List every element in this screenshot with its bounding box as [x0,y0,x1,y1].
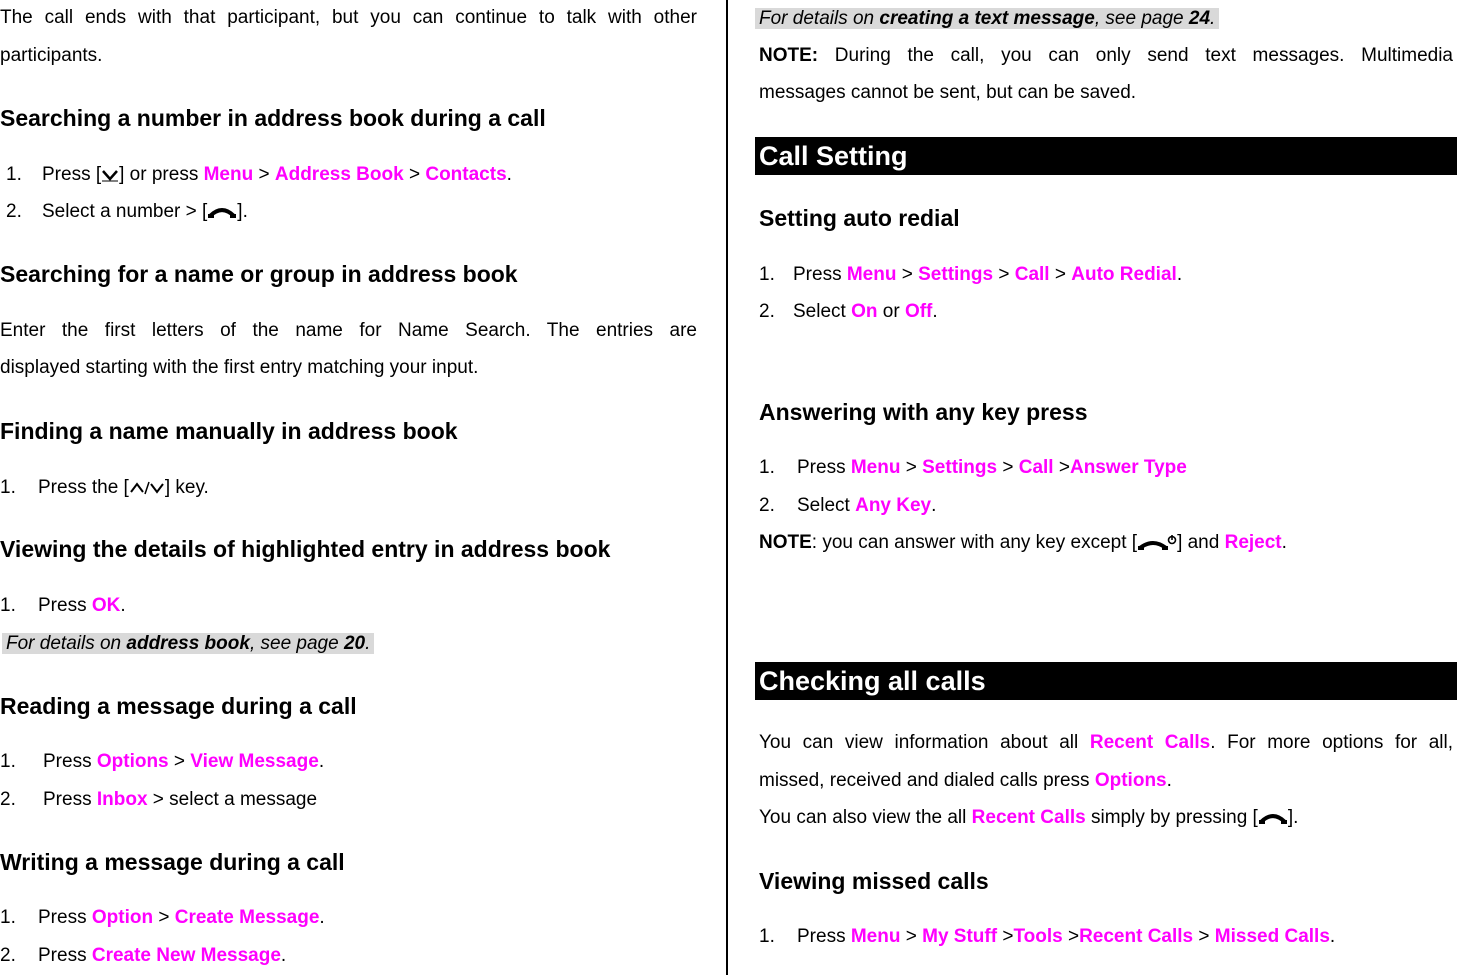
reading-step-2: 2. Press Inbox > select a message [0,789,318,810]
section-header-checking-all-calls: Checking all calls [755,662,1457,700]
writing-step-1: 1. Press Option > Create Message. [0,907,325,928]
column-divider [726,0,728,975]
search-number-step-2: 2. Select a number > [ ]. [6,201,248,222]
text-message-note: For details on creating a text message, see page 24. [755,7,1219,31]
during-call-note-line-2: messages cannot be sent, but can be saved. [759,82,1137,103]
end-power-key-icon [1137,534,1177,552]
viewing-step-1: 1. Press OK. [0,595,126,616]
during-call-note-line-1: NOTE: During the call, you can only send text messages. Multimedia [759,45,1453,66]
heading-viewing: Viewing the details of highlighted entry in address book [0,536,611,562]
send-call-key-icon [1258,810,1288,826]
missed-calls-step-1: 1. Press Menu > My Stuff >Tools >Recent Calls > Missed Calls. [759,926,1336,947]
checking-line-3: You can also view the all Recent Calls simply by pressing [ ]. [759,807,1299,828]
heading-writing: Writing a message during a call [0,849,345,875]
intro-line-1: The call ends with that participant, but you can continue to talk with other [0,7,697,28]
heading-answering: Answering with any key press [759,399,1088,425]
heading-auto-redial: Setting auto redial [759,205,960,231]
answering-step-2: 2. Select Any Key. [759,495,937,516]
checking-line-2: missed, received and dialed calls press Options. [759,770,1172,791]
intro-line-2: participants. [0,45,103,66]
send-call-key-icon [207,204,237,220]
heading-missed-calls: Viewing missed calls [759,868,989,894]
answering-note: NOTE: you can answer with any key except [ ] and Reject. [759,532,1287,553]
heading-finding: Finding a name manually in address book [0,418,458,444]
reading-step-1: 1. Press Options > View Message. [0,751,325,772]
search-name-line-1: Enter the first letters of the name for Name Search. The entries are [0,320,697,341]
right-column [755,0,1455,975]
heading-search-name: Searching for a name or group in address book [0,261,518,287]
finding-step-1: 1. Press the [ ] key. [0,477,209,498]
auto-redial-step-1: 1. Press Menu > Settings > Call > Auto Redial. [759,264,1183,285]
address-book-note: For details on address book, see page 20. [2,632,374,656]
heading-reading: Reading a message during a call [0,693,357,719]
search-name-line-2: displayed starting with the first entry matching your input. [0,357,479,378]
checking-line-1: You can view information about all Recent Calls. For more options for all, [759,732,1453,753]
up-down-key-icon [129,480,165,496]
auto-redial-step-2: 2. Select On or Off. [759,301,938,322]
left-column [0,0,697,975]
menu-down-key-icon [101,167,119,183]
writing-step-2: 2. Press Create New Message. [0,945,287,966]
answering-step-1: 1. Press Menu > Settings > Call >Answer Type [759,457,1187,478]
section-header-call-setting: Call Setting [755,137,1457,175]
heading-search-number: Searching a number in address book during a call [0,105,546,131]
search-number-step-1: 1. Press [ ] or press Menu > Address Book > Contacts. [6,164,512,185]
